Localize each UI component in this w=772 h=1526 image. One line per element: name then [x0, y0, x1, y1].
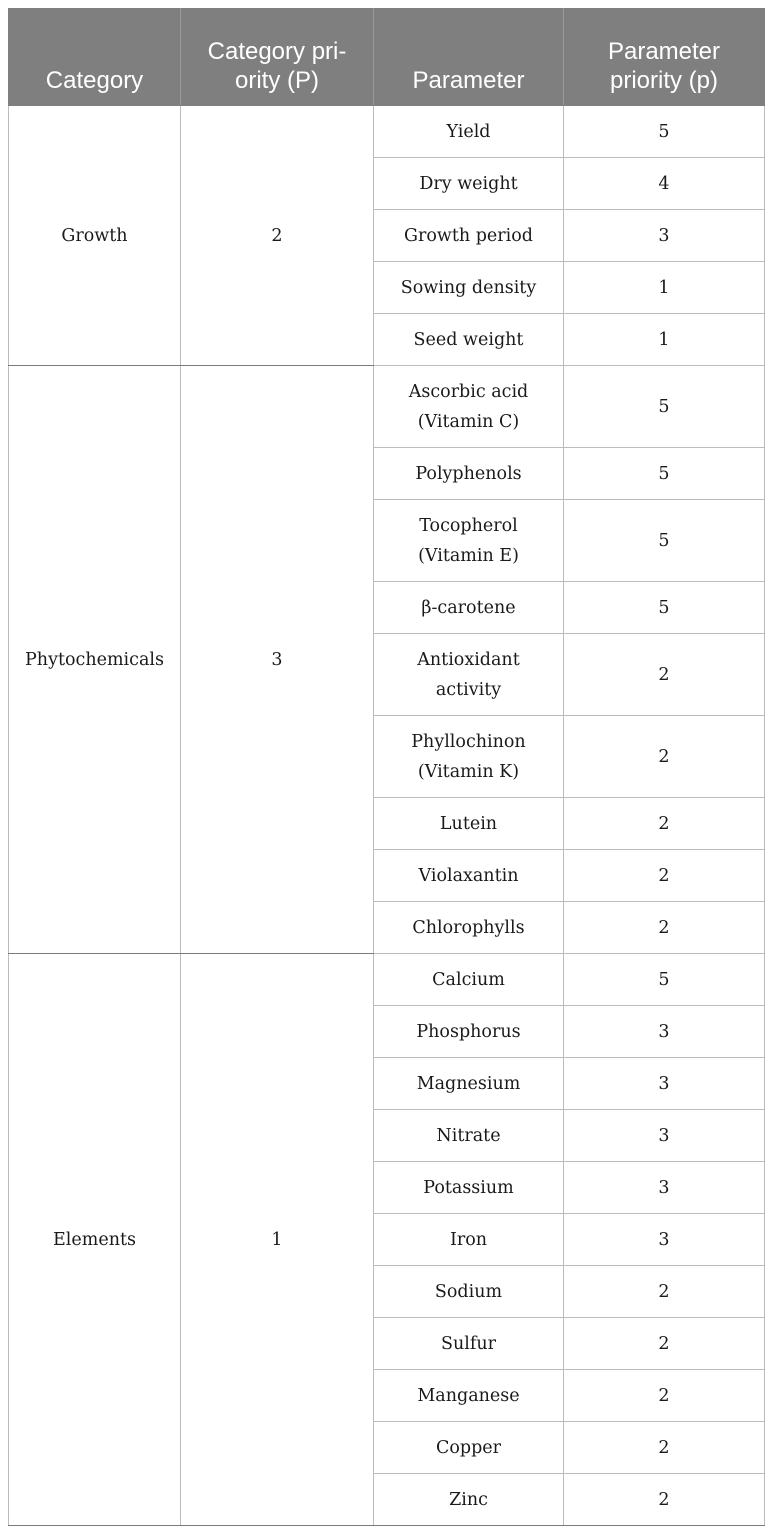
- parameter-cell: Iron: [374, 1214, 564, 1266]
- parameter-priority-cell: 3: [564, 1162, 765, 1214]
- parameter-cell: Violaxantin: [374, 850, 564, 902]
- header-row: [9, 9, 765, 106]
- parameter-cell: Growth period: [374, 210, 564, 262]
- parameter-cell: Yield: [374, 106, 564, 158]
- parameter-cell: Calcium: [374, 954, 564, 1006]
- parameter-cell: Dry weight: [374, 158, 564, 210]
- category-priority-cell: 1: [181, 954, 374, 1526]
- parameter-priority-cell: 1: [564, 262, 765, 314]
- parameter-priority-cell: 5: [564, 106, 765, 158]
- parameter-cell: Seed weight: [374, 314, 564, 366]
- parameter-priority-cell: 5: [564, 582, 765, 634]
- parameter-cell: Antioxidant activity: [374, 634, 564, 716]
- parameter-cell: Phyllochinon (Vitamin K): [374, 716, 564, 798]
- table-row: [9, 954, 765, 1006]
- parameter-priority-cell: 3: [564, 1214, 765, 1266]
- parameter-cell: Sulfur: [374, 1318, 564, 1370]
- parameter-priority-cell: 3: [564, 1110, 765, 1162]
- parameter-cell: Tocopherol (Vitamin E): [374, 500, 564, 582]
- table-header: [9, 9, 765, 106]
- parameter-priority-cell: 3: [564, 1006, 765, 1058]
- parameter-priority-cell: 2: [564, 1318, 765, 1370]
- parameter-cell: Magnesium: [374, 1058, 564, 1110]
- parameter-priority-cell: 5: [564, 448, 765, 500]
- parameter-priority-cell: 2: [564, 1370, 765, 1422]
- parameter-priority-cell: 2: [564, 1422, 765, 1474]
- parameter-priority-cell: 2: [564, 716, 765, 798]
- parameter-cell: Potassium: [374, 1162, 564, 1214]
- category-cell: Elements: [9, 954, 181, 1526]
- parameter-priority-cell: 2: [564, 798, 765, 850]
- parameter-priority-cell: 3: [564, 210, 765, 262]
- parameter-priority-cell: 1: [564, 314, 765, 366]
- parameter-cell: Zinc: [374, 1474, 564, 1526]
- parameter-priority-cell: 2: [564, 902, 765, 954]
- parameter-cell: Lutein: [374, 798, 564, 850]
- category-cell: Phytochemicals: [9, 366, 181, 954]
- parameter-cell: Sodium: [374, 1266, 564, 1318]
- parameter-priority-cell: 2: [564, 850, 765, 902]
- parameter-cell: Ascorbic acid (Vitamin C): [374, 366, 564, 448]
- parameter-priority-cell: 5: [564, 954, 765, 1006]
- category-cell: Growth: [9, 106, 181, 366]
- header-category: Category: [9, 9, 181, 106]
- table-row: [9, 106, 765, 158]
- parameter-priority-cell: 5: [564, 366, 765, 448]
- table-body: [9, 106, 765, 1526]
- parameter-cell: Sowing density: [374, 262, 564, 314]
- header-parameter-priority: Parameter priority (p): [564, 9, 765, 106]
- parameter-cell: Nitrate: [374, 1110, 564, 1162]
- parameter-cell: Manganese: [374, 1370, 564, 1422]
- parameter-cell: Chlorophylls: [374, 902, 564, 954]
- parameter-priority-cell: 2: [564, 1266, 765, 1318]
- parameter-priority-cell: 3: [564, 1058, 765, 1110]
- parameter-cell: Phosphorus: [374, 1006, 564, 1058]
- parameter-priority-cell: 5: [564, 500, 765, 582]
- parameter-priority-cell: 2: [564, 634, 765, 716]
- priority-table: [8, 8, 765, 1526]
- category-priority-cell: 2: [181, 106, 374, 366]
- parameter-priority-cell: 2: [564, 1474, 765, 1526]
- parameter-cell: Polyphenols: [374, 448, 564, 500]
- category-priority-cell: 3: [181, 366, 374, 954]
- header-category-priority: Category pri-ority (P): [181, 9, 374, 106]
- header-parameter: Parameter: [374, 9, 564, 106]
- parameter-priority-cell: 4: [564, 158, 765, 210]
- parameter-cell: β-carotene: [374, 582, 564, 634]
- table-row: [9, 366, 765, 448]
- parameter-cell: Copper: [374, 1422, 564, 1474]
- table-container: [8, 8, 764, 1526]
